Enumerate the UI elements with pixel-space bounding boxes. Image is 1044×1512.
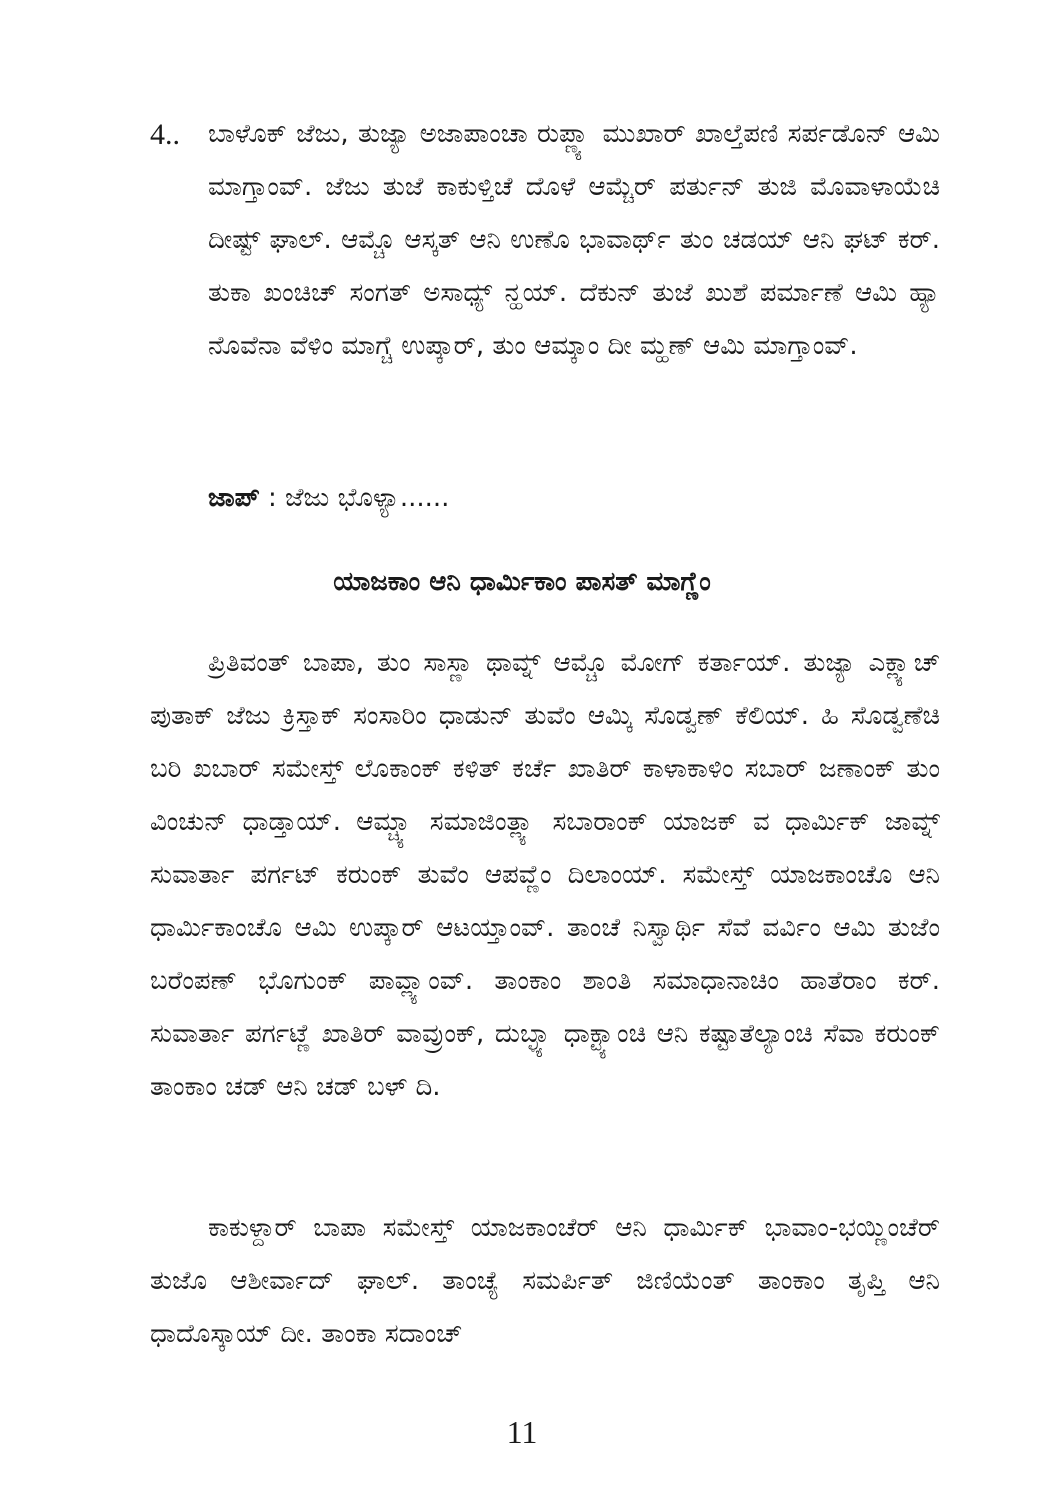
prayer-text: ಬಾಳೊಕ್ ಜೆಜು, ತುಜ್ಯಾ ಅಜಾಪಾಂಚಾ ರುಪ್ಣ್ಯಾ ಮುಖಾರ್ ಖಾಲ್ತೆಪಣಿ ಸರ್ಪಡೊನ್ ಆಮಿ ಮಾಗ್ತಾಂವ್. ಜೆಜು ತುಜೆ ಕಾಕುಳ್ತಿಚೆ ದೊಳೆ ಆಮ್ಚೆರ್ ಪರ್ತುನ್ ತುಜಿ ಮೊವಾಳಾಯೆಚಿ ದೀಷ್ಟ್ ಘಾಲ್. ಆಮ್ಚೊ ಆಸ್ಕತ್ ಆನಿ ಉಣೊ ಭಾವಾರ್ಥ್ ತುಂ ಚಡಯ್ ಆನಿ ಘಟ್ ಕರ್. ತುಕಾ ಖಂಚಿಚ್ ಸಂಗತ್ ಅಸಾಧ್ಯ್ ನ್ಹಯ್. ದೆಕುನ್ ತುಜೆ ಖುಶೆ ಪರ್ಮಾಣೆ ಆಮಿ ಹ್ಯಾ ನೊವೆನಾ ವೆಳಿಂ ಮಾಗ್ಚೆ ಉಪ್ಕಾರ್, ತುಂ ಆಮ್ಕಾಂ ದೀ ಮ್ಹಣ್ ಆಮಿ ಮಾಗ್ತಾಂವ್. <box>208 119 940 361</box>
response-line <box>208 472 449 525</box>
response-label: ಜಾಪ್ <box>208 483 260 513</box>
response-text: ಜೆಜು ಭೊಳ್ಯಾ...... <box>285 483 450 513</box>
page-number: 11 <box>506 1414 538 1450</box>
paragraph-2: ಕಾಕುಳ್ದಾರ್ ಬಾಪಾ ಸಮೇಸ್ತ್ ಯಾಜಕಾಂಚೆರ್ ಆನಿ ಧಾರ್ಮಿಕ್ ಭಾವಾಂ-ಭಯ್ಣಿಂಚೆರ್ ತುಜೊ ಆಶೀರ್ವಾದ್ ಘಾಲ್. ತಾಂಚ್ಯೆ ಸಮರ್ಪಿತ್ ಜಿಣಿಯೆಂತ್ ತಾಂಕಾಂ ತೃಪ್ತಿ ಆನಿ ಧಾದೊಸ್ಕಾಯ್ ದೀ. ತಾಂಕಾ ಸದಾಂಚ್ <box>150 1213 940 1349</box>
section-heading: ಯಾಜಕಾಂ ಆನಿ ಧಾರ್ಮಿಕಾಂ ಪಾಸತ್ ಮಾಗ್ಣೆಂ <box>333 567 711 597</box>
paragraph-1: ಪ್ರಿತಿವಂತ್ ಬಾಪಾ, ತುಂ ಸಾಸ್ಣಾ ಥಾವ್ನ್ ಆಮ್ಚೊ ಮೋಗ್ ಕರ್ತಾಯ್. ತುಜ್ಯಾ ಎಕ್ಲ್ಯಾಚ್ ಪುತಾಕ್ ಜೆಜು ಕ್ರಿಸ್ತಾಕ್ ಸಂಸಾರಿಂ ಧಾಡುನ್ ತುವೆಂ ಆಮ್ಕಿ ಸೊಡ್ವಣ್ ಕೆಲಿಯ್. ಹಿ ಸೊಡ್ವಣೆಚಿ ಬರಿ ಖಬಾರ್ ಸಮೇಸ್ತ್ ಲೊಕಾಂಕ್ ಕಳಿತ್ ಕರ್ಚೆ ಖಾತಿರ್ ಕಾಳಾಕಾಳಿಂ ಸಬಾರ್ ಜಣಾಂಕ್ ತುಂ ವಿಂಚುನ್ ಧಾಡ್ತಾಯ್. ಆಮ್ಚ್ಯಾ ಸಮಾಜಿಂತ್ಲ್ಯಾ ಸಬಾರಾಂಕ್ ಯಾಜಕ್ ವ ಧಾರ್ಮಿಕ್ ಜಾವ್ನ್ ಸುವಾರ್ತಾ ಪರ್ಗಟ್ ಕರುಂಕ್ ತುವೆಂ ಆಪವ್ಣೆಂ ದಿಲಾಂಯ್. ಸಮೇಸ್ತ್ ಯಾಜಕಾಂಚೊ ಆನಿ ಧಾರ್ಮಿಕಾಂಚೊ ಆಮಿ ಉಪ್ಕಾರ್ ಆಟಯ್ತಾಂವ್. ತಾಂಚೆ ನಿಸ್ವಾರ್ಥಿ ಸೆವೆ ವರ್ವಿಂ ಆಮಿ ತುಜೆಂ ಬರೆಂಪಣ್ ಭೊಗುಂಕ್ ಪಾವ್ಲ್ಯಾಂವ್. ತಾಂಕಾಂ ಶಾಂತಿ ಸಮಾಧಾನಾಚಿಂ ಹಾತೆರಾಂ ಕರ್. ಸುವಾರ್ತಾ ಪರ್ಗಟ್ಣೆ ಖಾತಿರ್ ವಾವ್ರುಂಕ್, ದುಬ್ಳ್ಯಾ ಧಾಕ್ಟ್ಯಾಂಚಿ ಆನಿ ಕಷ್ಟಾತೆಲ್ಯಾಂಚಿ ಸೆವಾ ಕರುಂಕ್ ತಾಂಕಾಂ ಚಡ್ ಆನಿ ಚಡ್ ಬಳ್ ದಿ. <box>150 648 940 1102</box>
prayer-number: 4.. <box>150 118 180 151</box>
response-separator: : <box>259 483 286 513</box>
prayer-item-4 <box>150 108 940 373</box>
